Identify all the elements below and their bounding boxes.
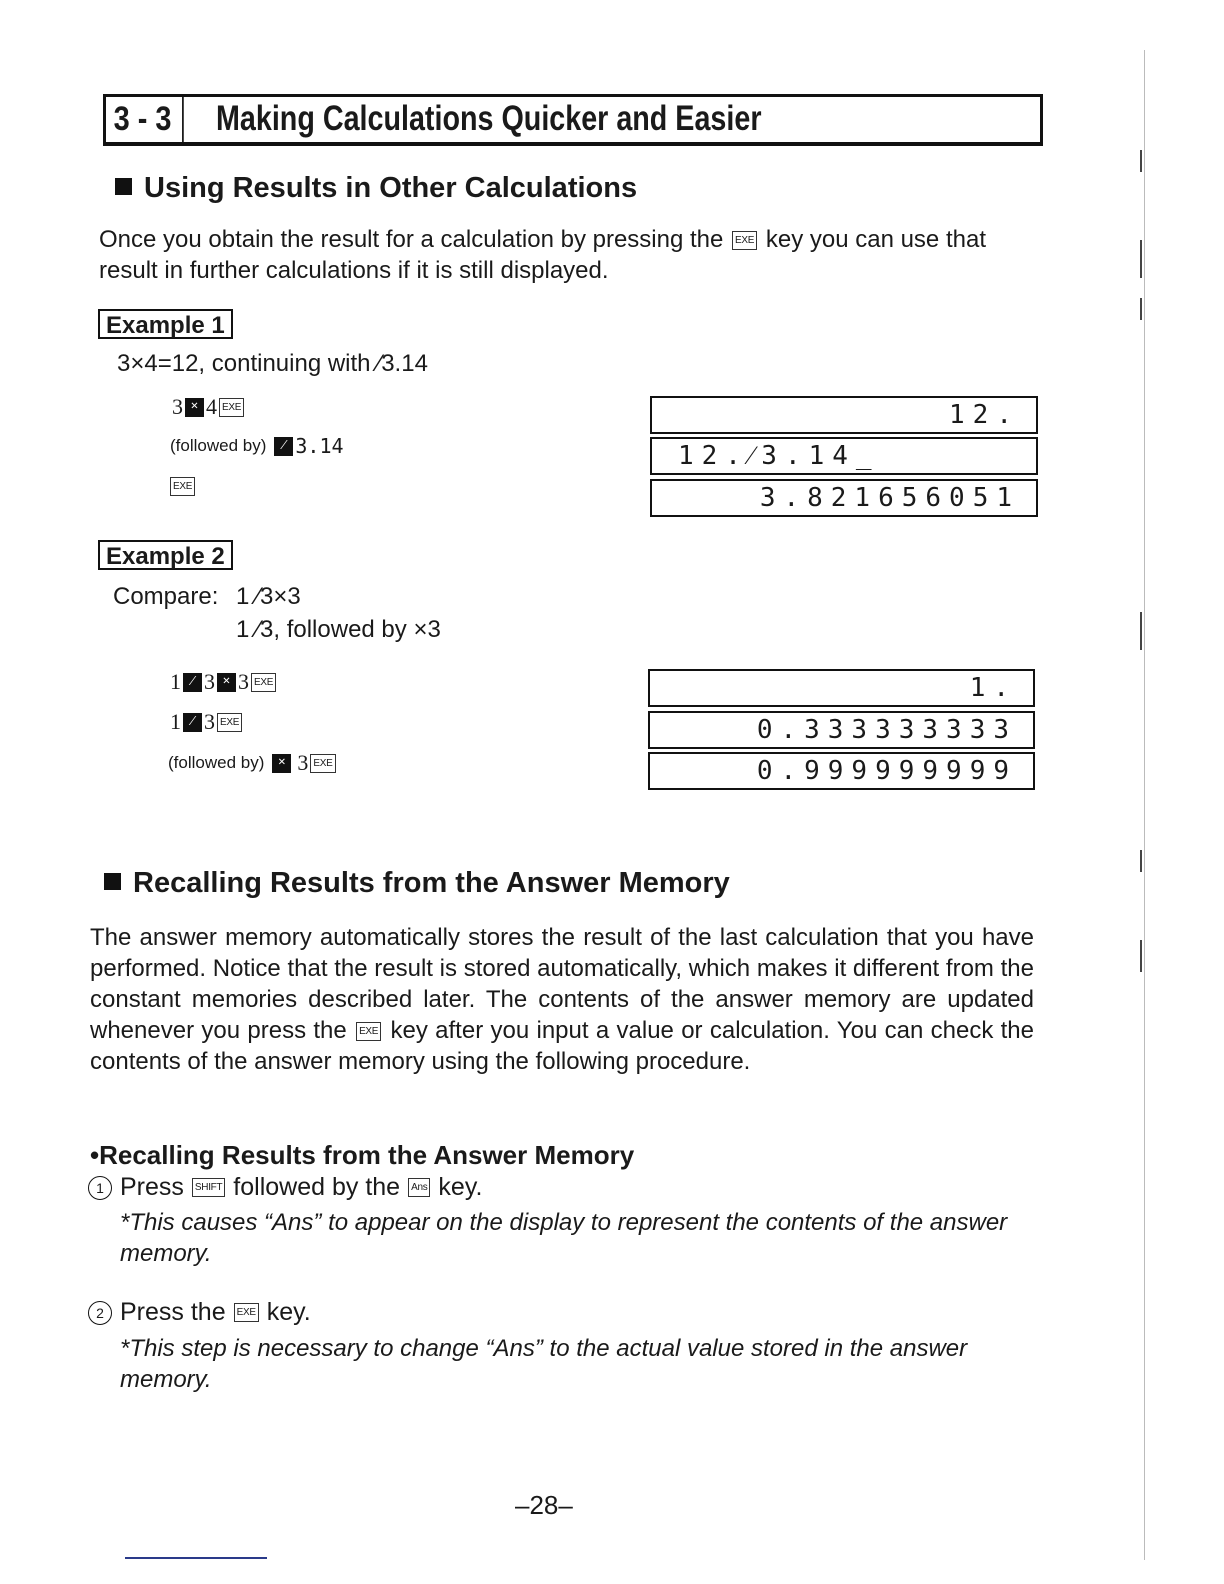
step-1-note: *This causes “Ans” to appear on the display to represent the contents of the answer memory.: [120, 1209, 1008, 1267]
divide-key-icon: ⁄: [183, 713, 202, 732]
page-edge-line: [1144, 50, 1145, 1560]
margin-mark: [1140, 850, 1142, 872]
step-number-1: 1: [88, 1176, 112, 1200]
display-4: 1.: [648, 669, 1035, 707]
compare-line-1: 1 ⁄3×3: [236, 583, 301, 610]
divide-key-icon: ⁄: [274, 437, 293, 456]
display-1: 12.: [650, 396, 1038, 434]
example-2-keystroke-line-1: 1 ⁄ 3 × 3 EXE: [170, 669, 278, 695]
page-number: –28–: [515, 1490, 573, 1520]
example-2-keystroke-line-3: (followed by) × 3 EXE: [168, 750, 338, 776]
example-1-description: 3×4=12, continuing with ⁄3.14: [117, 350, 428, 377]
multiply-key-icon: ×: [272, 754, 291, 773]
exe-key-icon: EXE: [170, 477, 195, 496]
example-1-keystroke-line-1: 3 × 4 EXE: [172, 394, 246, 420]
compare-label: Compare:: [113, 583, 219, 610]
divide-key-icon: ⁄: [183, 673, 202, 692]
answer-memory-paragraph: The answer memory automatically stores the result of the last calculation that you have performed. Notice that the result is stored automatically, which makes it different from the constant memories described later. The contents of the answer memory are updated whenever you press the EXE key after you input a value or calculation. You can check the contents of the answer memory using the following procedure.: [90, 924, 1034, 1075]
exe-key-icon: EXE: [251, 673, 276, 692]
step-number-2: 2: [88, 1301, 112, 1325]
exe-key-icon: EXE: [217, 713, 242, 732]
subheading-recalling: •Recalling Results from the Answer Memory: [90, 1140, 635, 1170]
footer-rule: [125, 1557, 267, 1559]
margin-mark: [1140, 240, 1142, 278]
exe-key-icon: EXE: [732, 231, 757, 250]
section-title: Making Calculations Quicker and Easier: [216, 99, 762, 138]
step-2-note: *This step is necessary to change “Ans” to the actual value stored in the answer memory.: [120, 1335, 968, 1393]
margin-mark: [1140, 940, 1142, 972]
display-5: 0.333333333: [648, 711, 1035, 749]
section-number: 3 - 3: [103, 94, 184, 146]
ans-key-icon: Ans: [408, 1178, 430, 1197]
step-1: 1 Press SHIFT followed by the Ans key.: [88, 1173, 482, 1202]
heading-recalling-results: Recalling Results from the Answer Memory: [104, 867, 730, 900]
display-3: 3.821656051: [650, 479, 1038, 517]
exe-key-icon: EXE: [234, 1303, 259, 1322]
square-bullet-icon: [115, 178, 132, 195]
step-2: 2 Press the EXE key.: [88, 1298, 311, 1327]
intro-paragraph: Once you obtain the result for a calculation by pressing the EXE key you can use that result in further calculations if it is still displayed.: [99, 226, 986, 284]
margin-mark: [1140, 298, 1142, 320]
example-2-label: Example 2: [98, 540, 233, 570]
display-2: 12.⁄3.14_: [650, 437, 1038, 475]
example-1-keystroke-line-2: (followed by) ⁄ 3.14: [170, 434, 344, 458]
multiply-key-icon: ×: [185, 398, 204, 417]
example-2-keystroke-line-2: 1 ⁄ 3 EXE: [170, 709, 244, 735]
exe-key-icon: EXE: [310, 754, 335, 773]
display-6: 0.999999999: [648, 752, 1035, 790]
compare-line-2: 1 ⁄3, followed by ×3: [236, 616, 441, 643]
exe-key-icon: EXE: [356, 1022, 381, 1041]
heading-using-results: Using Results in Other Calculations: [115, 172, 637, 205]
margin-mark: [1140, 612, 1142, 650]
example-1-keystroke-line-3: [168, 477, 197, 496]
example-1-label: Example 1: [98, 309, 233, 339]
margin-mark: [1140, 150, 1142, 172]
multiply-key-icon: ×: [217, 673, 236, 692]
exe-key-icon: EXE: [219, 398, 244, 417]
square-bullet-icon: [104, 873, 121, 890]
shift-key-icon: SHIFT: [192, 1178, 225, 1197]
